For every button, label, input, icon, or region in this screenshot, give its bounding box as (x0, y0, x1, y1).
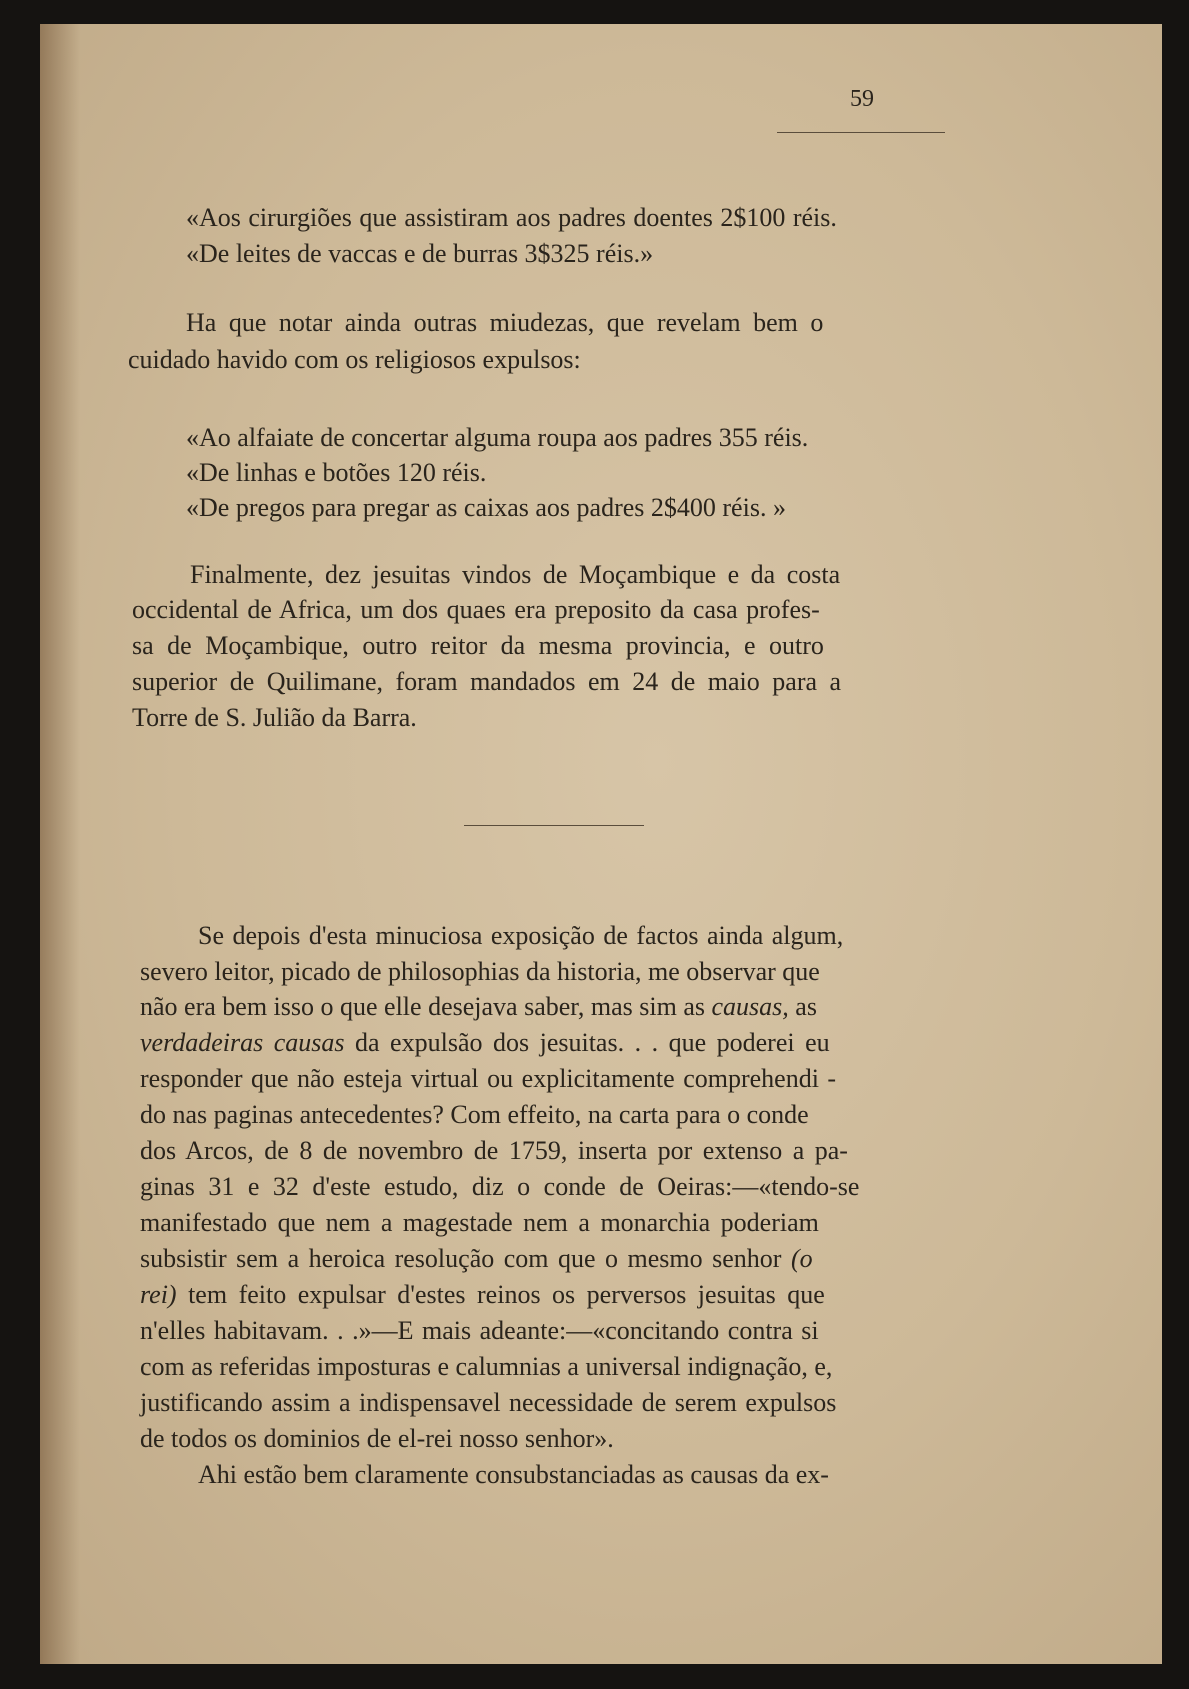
paragraph1-line: cuidado havido com os religiosos expulsos: (128, 345, 581, 374)
section-divider (464, 825, 644, 826)
paragraph3-line: ginas 31 e 32 d'este estudo, diz o conde de Oeiras:—«tendo-se (140, 1172, 860, 1201)
paragraph2-line: Torre de S. Julião da Barra. (132, 703, 417, 732)
paragraph3-line: n'elles habitavam. . .»—E mais adeante:—«concitando contra si (140, 1316, 819, 1345)
paragraph2-line: occidental de Africa, um dos quaes era preposito da casa profes- (132, 595, 820, 624)
paragraph3-text: tem feito expulsar d'estes reinos os perversos jesuitas que (176, 1280, 825, 1309)
paragraph3-line: com as referidas imposturas e calumnias a universal indignação, e, (140, 1352, 833, 1381)
paragraph3-line: do nas paginas antecedentes? Com effeito, na carta para o conde (140, 1100, 809, 1129)
quote1-line: «De leites de vaccas e de burras 3$325 réis.» (186, 239, 654, 268)
paragraph3-text: as (788, 992, 817, 1021)
paragraph2-line: superior de Quilimane, foram mandados em 24 de maio para a (132, 667, 842, 696)
paragraph2-line: Finalmente, dez jesuitas vindos de Moçambique e da costa (190, 560, 841, 589)
paragraph3-line: dos Arcos, de 8 de novembro de 1759, inserta por extenso a pa- (140, 1136, 848, 1165)
quote1-line: «Aos cirurgiões que assistiram aos padres doentes 2$100 réis. (186, 203, 837, 232)
emphasis-text: causas, (711, 992, 789, 1021)
quote2-line: «De pregos para pregar as caixas aos padres 2$400 réis. » (186, 493, 786, 522)
paragraph3-text: subsistir sem a heroica resolução com que o mesmo senhor (140, 1244, 791, 1273)
emphasis-text: verdadeiras causas (140, 1028, 345, 1057)
paragraph3-text: não era bem isso o que elle desejava saber, mas sim as (140, 992, 712, 1021)
header-rule (777, 132, 945, 133)
paragraph3-line: severo leitor, picado de philosophias da historia, me observar que (140, 957, 820, 986)
emphasis-text: rei) (140, 1280, 177, 1309)
page-number: 59 (850, 86, 874, 112)
book-page (40, 24, 1162, 1664)
paragraph3-line (140, 1026, 830, 1060)
quote2-line: «Ao alfaiate de concertar alguma roupa aos padres 355 réis. (186, 423, 809, 452)
emphasis-text: (o (790, 1244, 813, 1273)
paragraph3-line: de todos os dominios de el-rei nosso senhor». (140, 1424, 614, 1453)
paragraph3-text: da expulsão dos jesuitas. . . que poderei eu (344, 1028, 830, 1057)
paragraph3-line (140, 1278, 825, 1312)
paragraph3-line: justificando assim a indispensavel necessidade de serem expulsos (140, 1388, 837, 1417)
paragraph2-line: sa de Moçambique, outro reitor da mesma provincia, e outro (132, 631, 824, 660)
paragraph3-line: manifestado que nem a magestade nem a monarchia poderiam (140, 1208, 819, 1237)
quote2-line: «De linhas e botões 120 réis. (186, 458, 487, 487)
paragraph3-line: responder que não esteja virtual ou explicitamente comprehendi - (140, 1064, 837, 1093)
paragraph3-line (140, 1242, 813, 1276)
paragraph3-line (140, 990, 817, 1024)
paragraph1-line: Ha que notar ainda outras miudezas, que revelam bem o (186, 308, 824, 337)
paragraph3-line: Se depois d'esta minuciosa exposição de factos ainda algum, (198, 921, 844, 950)
paragraph3-line: Ahi estão bem claramente consubstanciadas as causas da ex- (198, 1460, 829, 1489)
